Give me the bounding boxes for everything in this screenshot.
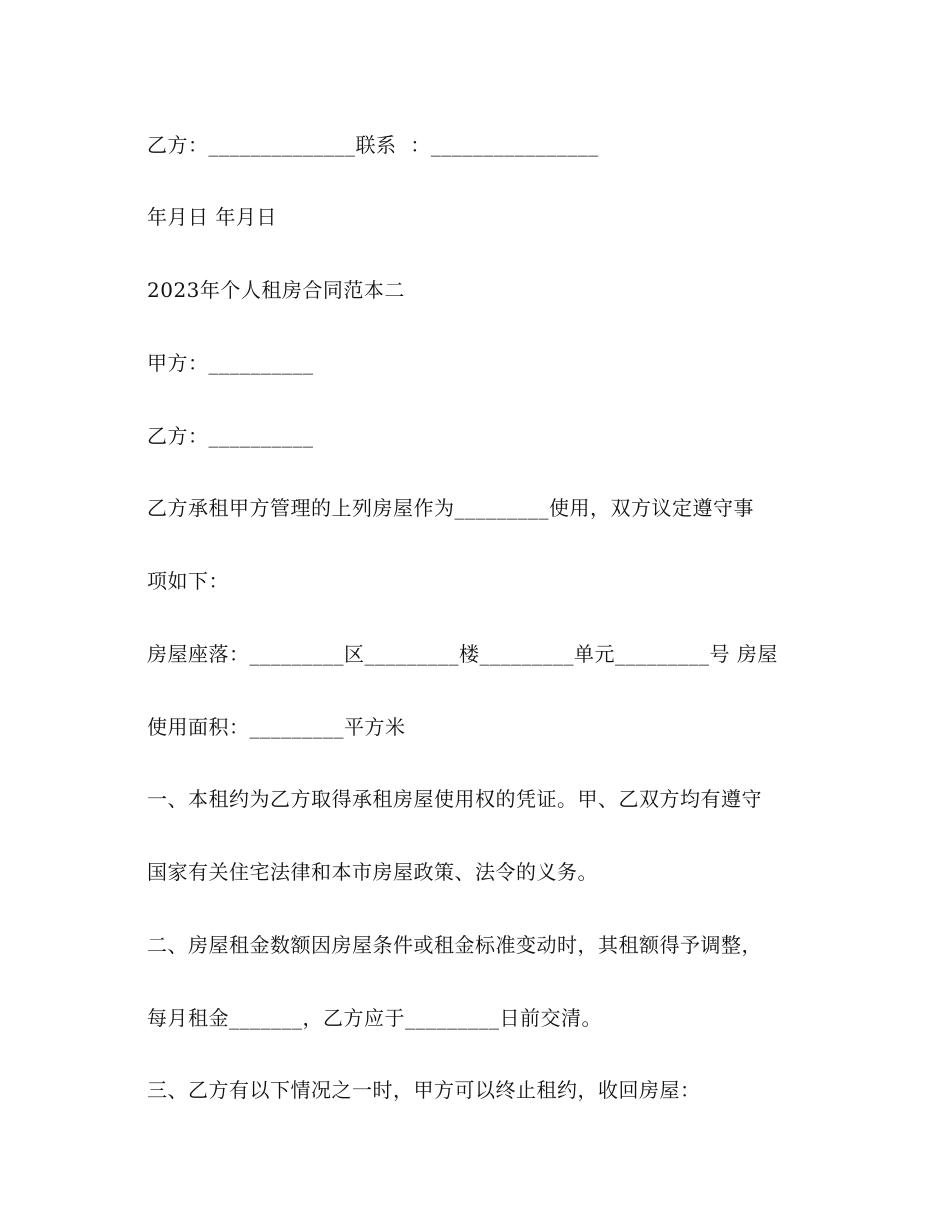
clause-3-line-1: 三、乙方有以下情况之一时，甲方可以终止租约，收回房屋： bbox=[147, 1078, 701, 1102]
intro-paragraph-line-1: 乙方承租甲方管理的上列房屋作为_________使用，双方议定遵守事 bbox=[147, 496, 754, 520]
date-line: 年月日 年月日 bbox=[147, 205, 277, 229]
clause-1-line-2: 国家有关住宅法律和本市房屋政策、法令的义务。 bbox=[147, 860, 598, 884]
contract-title: 2023年个人租房合同范本二 bbox=[147, 278, 405, 302]
usable-area-line: 使用面积：_________平方米 bbox=[147, 715, 406, 739]
clause-1-line-1: 一、本租约为乙方取得承租房屋使用权的凭证。甲、乙双方均有遵守 bbox=[147, 787, 762, 811]
party-b-contact-line: 乙方：______________联系 ：________________ bbox=[147, 133, 599, 157]
party-b-line: 乙方：__________ bbox=[147, 424, 314, 448]
clause-2-line-1: 二、房屋租金数额因房屋条件或租金标准变动时，其租额得予调整， bbox=[147, 933, 762, 957]
clause-2-line-2: 每月租金_______，乙方应于_________日前交清。 bbox=[147, 1006, 602, 1030]
house-location-line: 房屋座落：_________区_________楼_________单元_________号 房屋 bbox=[147, 642, 778, 666]
intro-paragraph-line-2: 项如下： bbox=[147, 569, 229, 593]
party-a-line: 甲方：__________ bbox=[147, 351, 314, 375]
